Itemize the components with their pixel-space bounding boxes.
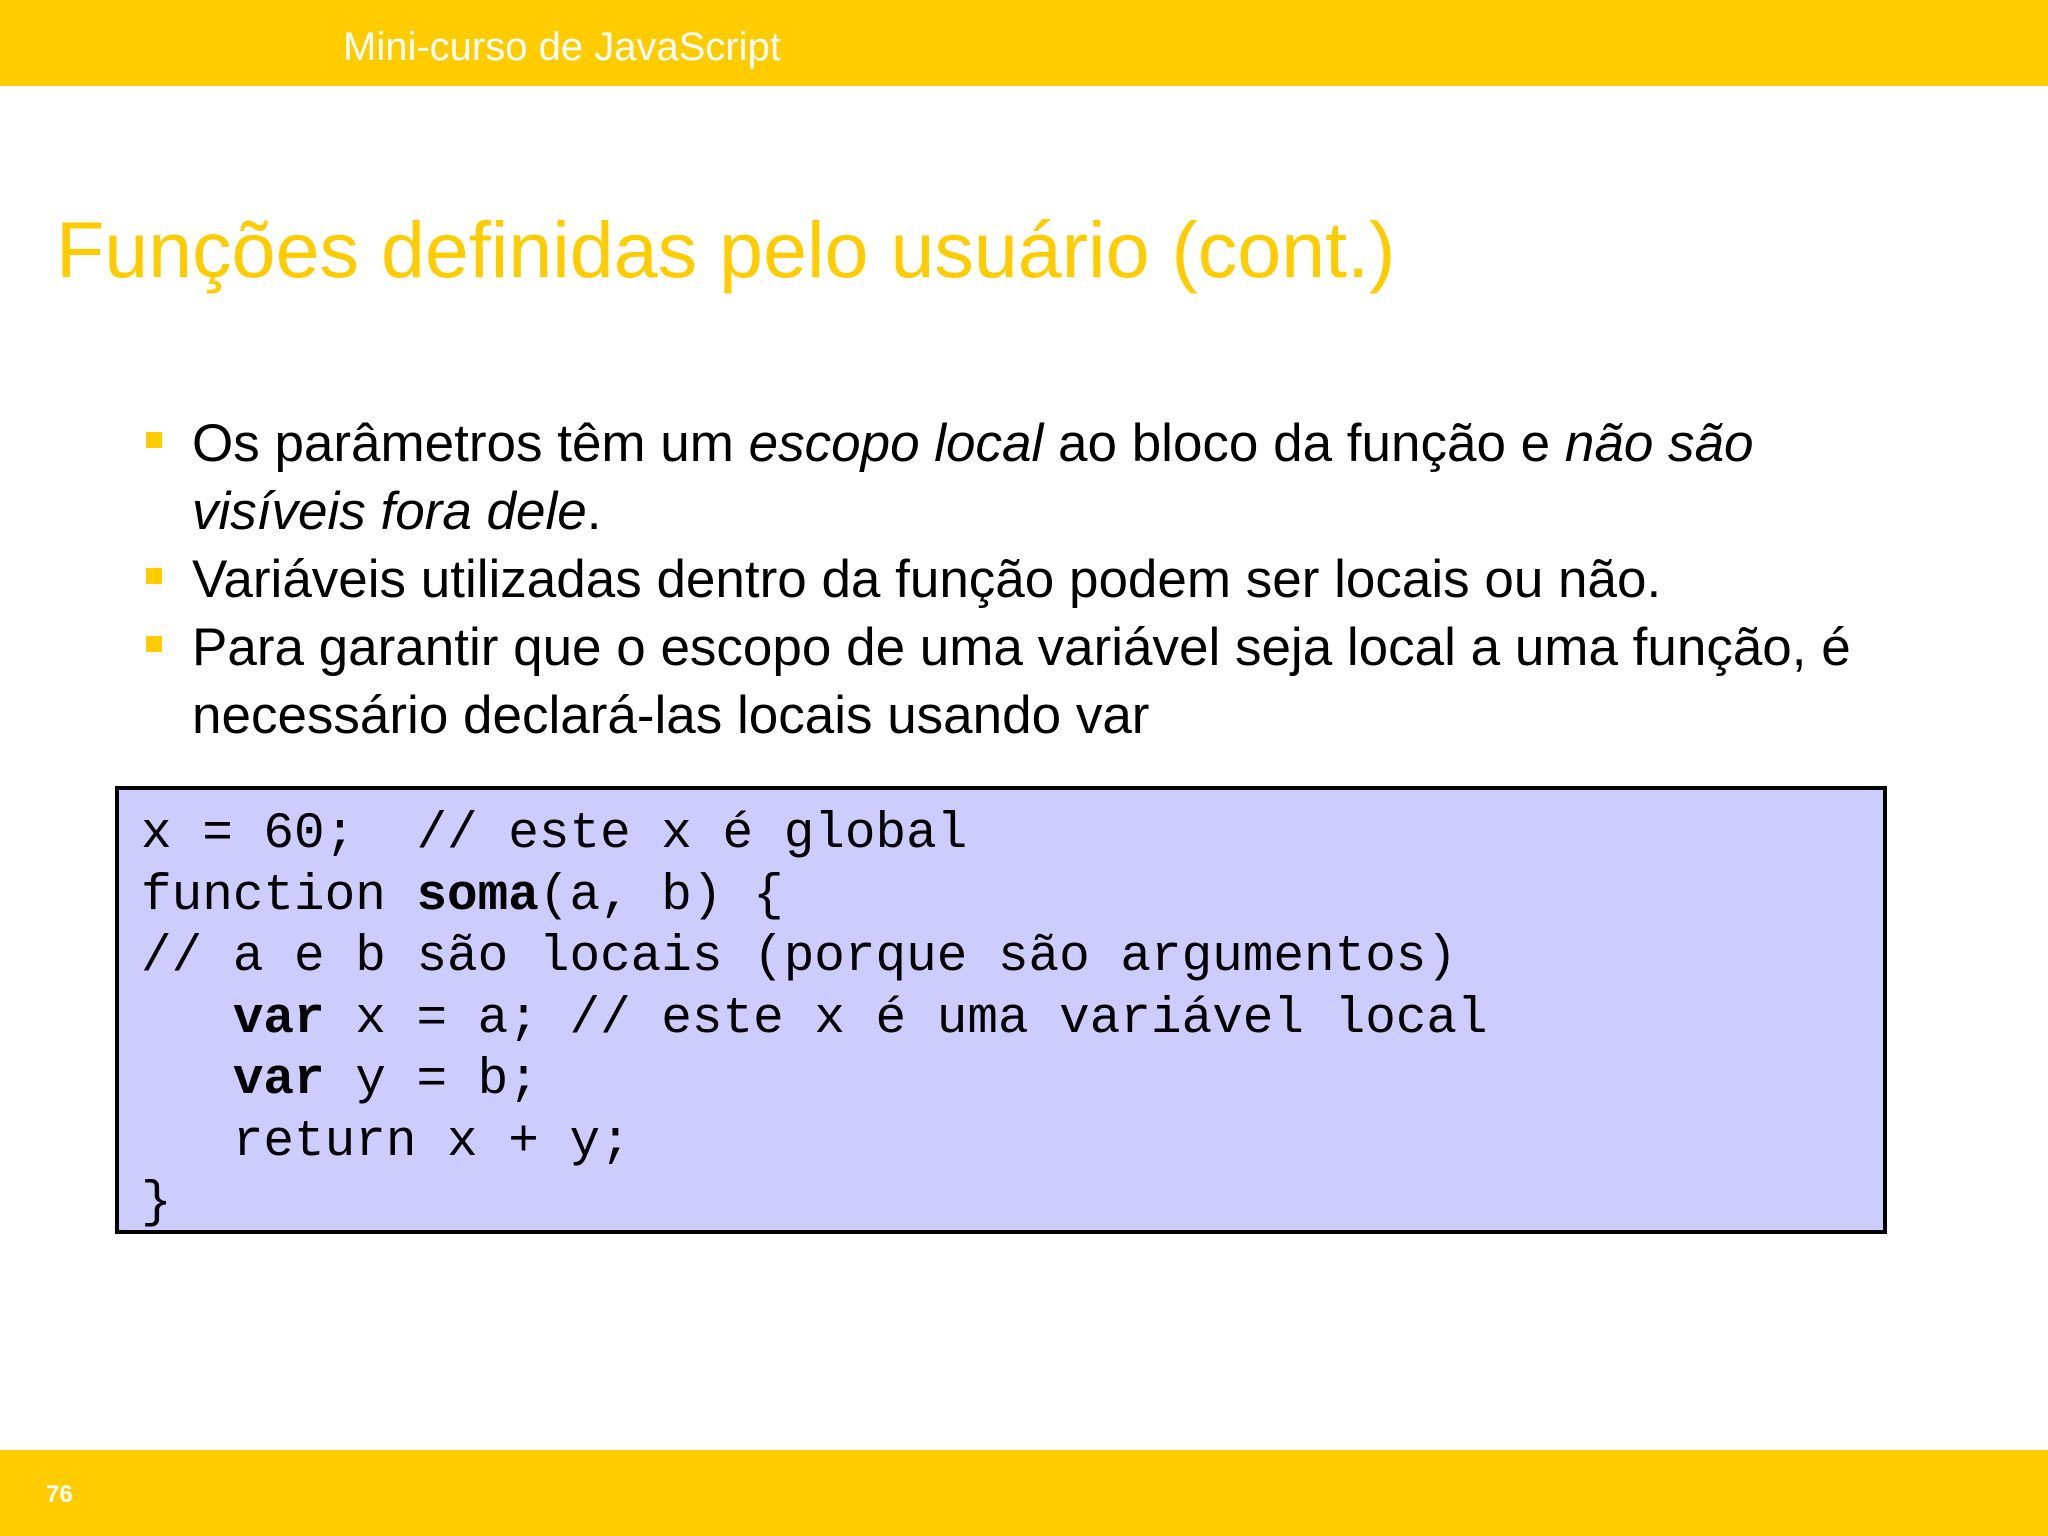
code-block <box>115 786 1887 1234</box>
code-line <box>141 1112 1883 1174</box>
slide-title: Funções definidas pelo usuário (cont.) <box>56 205 1396 294</box>
code-text <box>141 1052 233 1109</box>
bullet-item <box>140 614 1920 750</box>
slide-number: 76 <box>46 1481 73 1508</box>
code-keyword: var <box>232 1052 325 1109</box>
code-text: // a e b são locais (porque são argumentos) <box>141 929 1458 986</box>
course-title: Mini-curso de JavaScript <box>343 25 781 69</box>
bullet-item <box>140 410 1920 546</box>
bullet-text-segment: Para garantir que o escopo de uma variável seja local a uma função, é necessário declará-las locais usando var <box>192 618 1851 745</box>
code-text: y = b; <box>324 1052 539 1109</box>
code-text: } <box>141 1175 172 1232</box>
footer-bar <box>0 1450 2048 1536</box>
square-bullet-icon <box>146 432 162 448</box>
bullet-text-segment: ao bloco da função e <box>1043 414 1565 473</box>
code-line <box>141 989 1883 1051</box>
code-text <box>141 991 233 1048</box>
bullet-text <box>192 414 1753 541</box>
bullet-list <box>140 410 1920 750</box>
code-line <box>141 927 1883 989</box>
code-text: (a, b) { <box>538 867 784 925</box>
bullet-text-segment: Os parâmetros têm um <box>192 414 749 473</box>
square-bullet-icon <box>146 568 162 584</box>
code-keyword: var <box>232 990 325 1048</box>
bullet-text-segment: . <box>586 482 602 541</box>
bullet-text-segment: Variáveis utilizadas dentro da função podem ser locais ou não. <box>192 550 1662 609</box>
code-line <box>141 804 1883 866</box>
code-text: x = 60; // este x é global <box>141 806 968 863</box>
code-text: return x + y; <box>141 1113 631 1171</box>
bullet-text <box>192 618 1851 745</box>
bullet-text <box>192 550 1661 609</box>
code-line <box>141 1050 1883 1112</box>
bullet-text-italic: escopo local <box>748 414 1044 473</box>
code-text: function <box>141 867 417 925</box>
header-bar <box>0 0 2048 86</box>
square-bullet-icon <box>146 636 162 652</box>
code-line <box>141 866 1883 928</box>
bullet-item <box>140 546 1920 614</box>
code-line <box>141 1173 1883 1235</box>
code-text: x = a; // este x é uma variável local <box>324 990 1488 1048</box>
bullet-text-italic: não são visíveis fora dele <box>192 414 1754 541</box>
code-keyword: soma <box>416 867 539 925</box>
